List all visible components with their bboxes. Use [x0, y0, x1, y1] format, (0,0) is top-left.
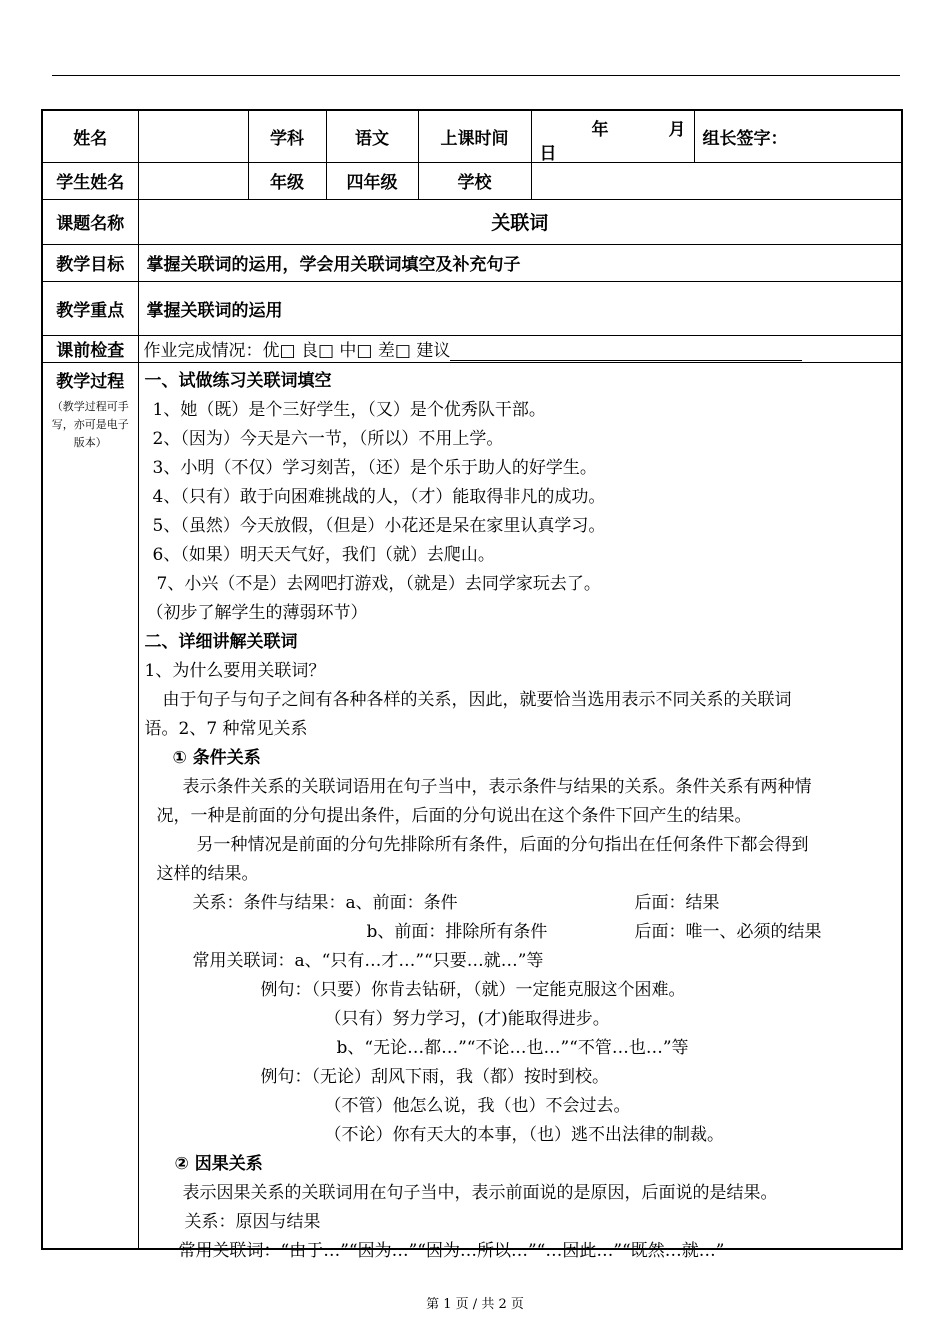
process-line: 5、（虽然）今天放假，（但是）小花还是呆在家里认真学习。 — [152, 515, 606, 536]
process-label-cell — [42, 362, 138, 1249]
student-name-label: 学生姓名 — [42, 162, 138, 199]
process-line: 7、小兴（不是）去网吧打游戏，（就是）去同学家玩去了。 — [156, 573, 601, 594]
student-name-field[interactable] — [138, 162, 248, 199]
process-line: 6、（如果）明天天气好，我们（就）去爬山。 — [152, 544, 495, 565]
page-footer: 第 1 页 / 共 2 页 — [426, 1297, 524, 1312]
school-label: 学校 — [418, 162, 531, 199]
leader-sign-label: 组长签字： — [694, 110, 902, 162]
topic-value: 关联词 — [138, 199, 902, 244]
process-note: （教学过程可手写，亦可是电子版本） — [51, 399, 129, 449]
process-line: （初步了解学生的薄弱环节） — [146, 602, 368, 623]
process-line: 况，一种是前面的分句提出条件，后面的分句说出在这个条件下回产生的结果。 — [156, 805, 752, 826]
process-line: 例句：（无论）刮风下雨，我（都）按时到校。 — [260, 1066, 609, 1087]
process-line: 关系：条件与结果：a、前面：条件 — [192, 892, 458, 913]
process-line: 这样的结果。 — [156, 863, 259, 884]
process-line: 例句：（只要）你肯去钻研，（就）一定能克服这个困难。 — [260, 979, 686, 1000]
process-line: 1、她（既）是个三好学生，（又）是个优秀队干部。 — [152, 399, 546, 420]
date-year: 年 — [591, 120, 609, 140]
process-line: 4、（只有）敢于向困难挑战的人，（才）能取得非凡的成功。 — [152, 486, 606, 507]
process-line: （不管）他怎么说，我（也）不会过去。 — [324, 1095, 631, 1116]
process-line: 3、小明（不仅）学习刻苦，（还）是个乐于助人的好学生。 — [152, 457, 597, 478]
class-date-field[interactable] — [531, 110, 694, 162]
process-line: （不论）你有天大的本事，（也）逃不出法律的制裁。 — [324, 1124, 724, 1145]
suggestion-line — [450, 346, 802, 361]
subject-value: 语文 — [326, 110, 418, 162]
precheck-value: 作业完成情况：优□ 良□ 中□ 差□ 建议 — [143, 341, 451, 361]
grade-value: 四年级 — [326, 162, 418, 199]
school-field[interactable] — [531, 162, 902, 199]
process-line: 常用关联词：“由于…”“因为…”“因为…所以…”“…因此…”“既然…就…” — [178, 1240, 725, 1261]
condition-heading: ① 条件关系 — [172, 747, 261, 768]
process-line: b、前面：排除所有条件 — [366, 921, 548, 942]
process-line: 另一种情况是前面的分句先排除所有条件，后面的分句指出在任何条件下都会得到 — [196, 834, 809, 855]
focus-value: 掌握关联词的运用 — [138, 281, 902, 335]
process-line: 表示因果关系的关联词用在句子当中，表示前面说的是原因，后面说的是结果。 — [182, 1182, 778, 1203]
process-line: 关系：原因与结果 — [184, 1211, 321, 1232]
name-label: 姓名 — [42, 110, 138, 162]
process-content — [138, 362, 902, 1261]
grade-label: 年级 — [248, 162, 326, 199]
process-line: 常用关联词：a、“只有…才…”“只要…就…”等 — [192, 950, 544, 971]
lesson-plan-table — [41, 109, 903, 1261]
process-line: 由于句子与句子之间有各种各样的关系，因此，就要恰当选用表示不同关系的关联词 — [162, 689, 792, 710]
header-rule — [52, 75, 900, 76]
precheck-field[interactable] — [138, 335, 902, 362]
precheck-label: 课前检查 — [42, 335, 138, 362]
name-field[interactable] — [138, 110, 248, 162]
process-line: 表示条件关系的关联词语用在句子当中，表示条件与结果的关系。条件关系有两种情 — [182, 776, 812, 797]
process-heading-2: 二、详细讲解关联词 — [144, 631, 298, 652]
process-line: （只有）努力学习，(才)能取得进步。 — [324, 1008, 610, 1029]
class-time-label: 上课时间 — [418, 110, 531, 162]
subject-label: 学科 — [248, 110, 326, 162]
focus-label: 教学重点 — [42, 281, 138, 335]
date-month: 月 — [668, 120, 686, 140]
goal-label: 教学目标 — [42, 244, 138, 281]
process-line: 语。2、7 种常见关系 — [144, 718, 308, 739]
cause-heading: ② 因果关系 — [174, 1153, 263, 1174]
process-label: 教学过程 — [56, 371, 125, 392]
topic-label: 课题名称 — [42, 199, 138, 244]
process-line: 后面：结果 — [634, 892, 720, 913]
process-line: 后面：唯一、必须的结果 — [634, 921, 822, 942]
process-line: 1、为什么要用关联词？ — [144, 660, 326, 681]
process-line: 2、（因为）今天是六一节，（所以）不用上学。 — [152, 428, 504, 449]
process-heading-1: 一、试做练习关联词填空 — [144, 370, 332, 391]
process-line: b、“无论…都…”“不论…也…”“不管…也…”等 — [336, 1037, 689, 1058]
date-day: 日 — [539, 144, 557, 164]
goal-value: 掌握关联词的运用，学会用关联词填空及补充句子 — [138, 244, 902, 281]
